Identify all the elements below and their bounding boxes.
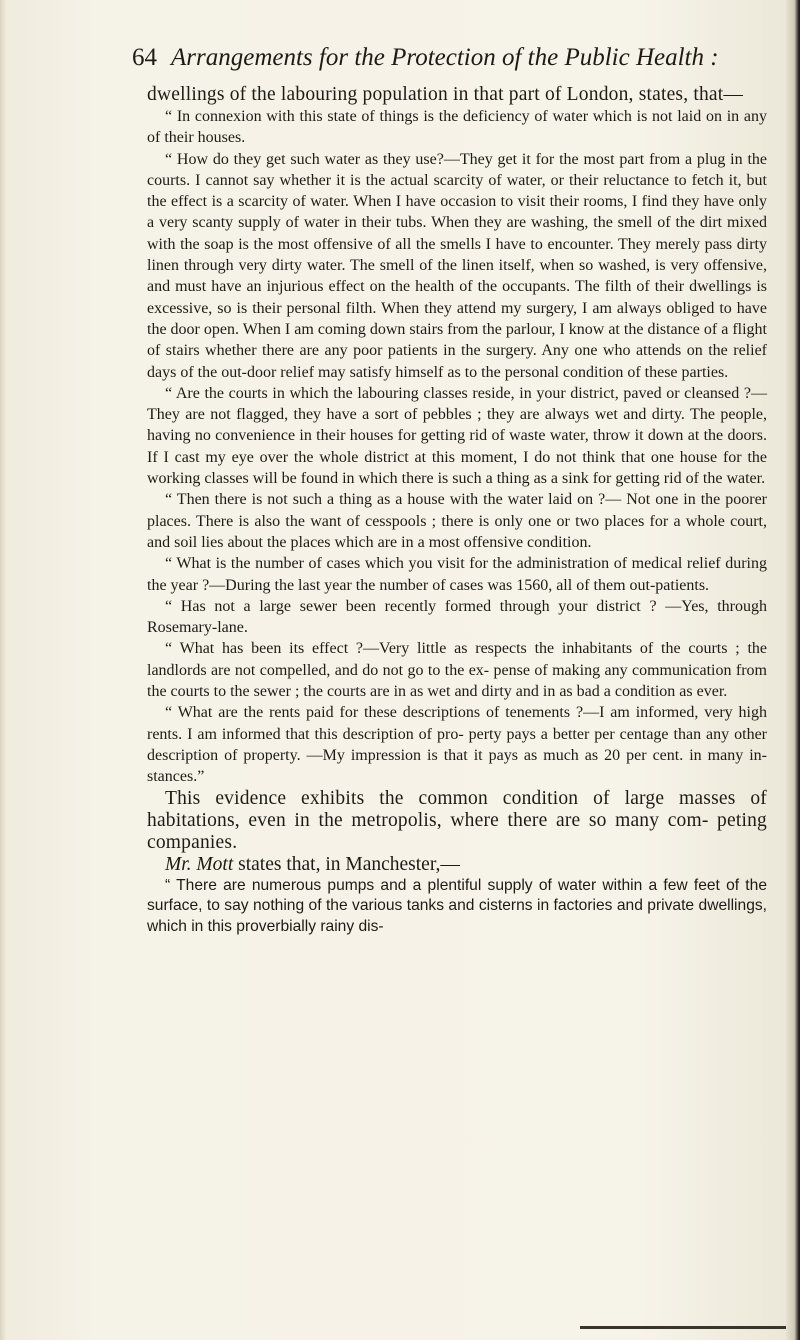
testimony-paragraph-6: “ Has not a large sewer been recently formed through your district ? —Yes, through Rosemary-lane. bbox=[147, 597, 767, 637]
testimony-paragraph-8: “ What are the rents paid for these descriptions of tenements ?—I am informed, very high rents. I am informed that this description of pro- perty pays a better per centage than any other description of property. —My impression is that it pays as much as 20 per cent. in many in- stances.” bbox=[147, 704, 767, 786]
commentary-paragraph: This evidence exhibits the common condition of large masses of habitations, even in the metropolis, where there are so many com- peting companies. bbox=[147, 787, 767, 853]
testimony-paragraph-3: “ Are the courts in which the labouring classes reside, in your district, paved or cleansed ?—They are not flagged, they have a sort of pebbles ; they are always wet and dirty. The people, having no convenience in their houses for getting rid of waste water, throw it down at the doors. If I cast my eye over the whole district at this moment, I do not think that one house for the working classes will be found in which there is such a thing as a sink for getting rid of the water. bbox=[147, 384, 767, 488]
testimony-paragraph-7: “ What has been its effect ?—Very little as respects the inhabitants of the courts ; the landlords are not compelled, and do not go to the ex- pense of making any communication from the courts to the sewer ; the courts are in as wet and dirty and in as bad a condition as ever. bbox=[147, 640, 767, 701]
mott-intro-text: states that, in Manchester,— bbox=[233, 853, 460, 875]
witness-name: Mr. Mott bbox=[165, 853, 234, 875]
page-number: 64 bbox=[132, 44, 157, 71]
page-left-edge bbox=[0, 0, 6, 1340]
running-title: Arrangements for the Protection of the Public Health : bbox=[171, 44, 719, 71]
mott-quote-paragraph: “ There are numerous pumps and a plentiful supply of water within a few feet of the surface, to say nothing of the various tanks and cisterns in factories and private dwellings, which in this proverbially rainy dis- bbox=[147, 876, 767, 935]
bottom-rule bbox=[580, 1326, 786, 1329]
testimony-paragraph-2: “ How do they get such water as they use?—They get it for the most part from a plug in the courts. I cannot say whether it is the actual scarcity of water, or their reluctance to fetch it, but the effect is a scarcity of water. When I have occasion to visit their rooms, I find they have only a very scanty supply of water in their tubs. When they are washing, the smell of the dirt mixed with the soap is the most offensive of all the smells I have to encounter. They merely pass dirty linen through very dirty water. The smell of the linen itself, when so washed, is very offensive, and must have an injurious effect on the health of the occupants. The filth of their dwellings is excessive, so is their personal filth. When they attend my surgery, I am always obliged to have the door open. When I am coming down stairs from the parlour, I know at the distance of a flight of stairs whether there are any poor patients in the surgery. Any one who attends on the relief days of the out-door relief may satisfy himself as to the personal condition of these parties. bbox=[147, 150, 767, 381]
testimony-paragraph-5: “ What is the number of cases which you visit for the administration of medical relief during the year ?—During the last year the number of cases was 1560, all of them out-patients. bbox=[147, 555, 767, 594]
page-body-text bbox=[147, 84, 767, 937]
testimony-paragraph-1: “ In connexion with this state of things is the deficiency of water which is not laid on in any of their houses. bbox=[147, 108, 767, 147]
mott-intro-paragraph bbox=[147, 854, 767, 876]
page-binding-edge bbox=[786, 0, 800, 1340]
testimony-paragraph-4: “ Then there is not such a thing as a house with the water laid on ?— Not one in the poorer places. There is also the want of cesspools ; there is only one or two places for a whole court, and soil lies about the places which are in a most offensive condition. bbox=[147, 491, 767, 551]
running-header bbox=[132, 38, 772, 78]
intro-paragraph: dwellings of the labouring population in that part of London, states, that— bbox=[147, 84, 744, 105]
